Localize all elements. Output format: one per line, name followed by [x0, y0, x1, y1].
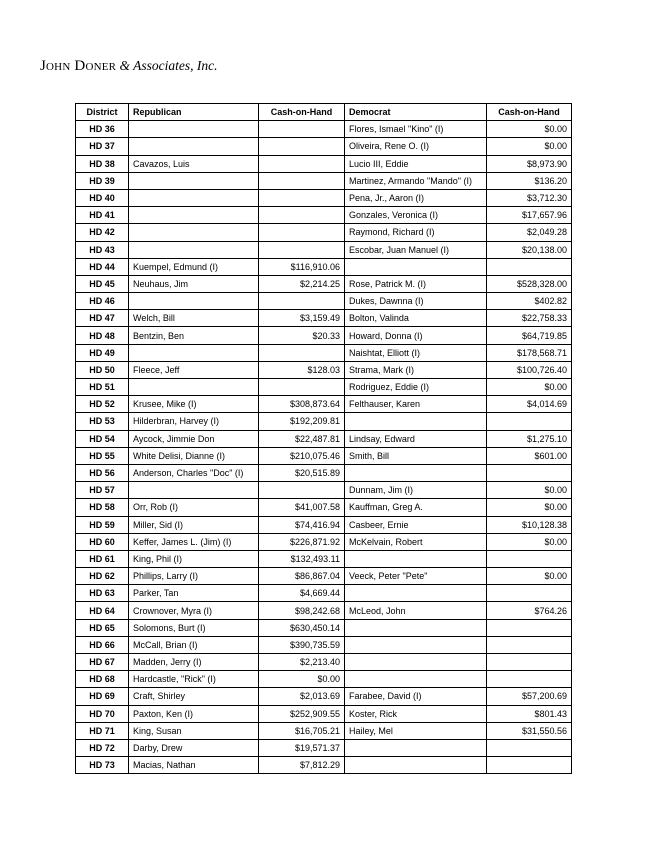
district-cell: HD 65	[76, 619, 129, 636]
table-row	[76, 671, 572, 688]
table-row	[76, 241, 572, 258]
democrat-cash-cell: $10,128.38	[487, 516, 572, 533]
district-cell: HD 38	[76, 155, 129, 172]
republican-cash-cell	[259, 224, 345, 241]
district-cell: HD 49	[76, 344, 129, 361]
democrat-cash-cell	[487, 671, 572, 688]
table-row	[76, 619, 572, 636]
republican-cell: Hardcastle, "Rick" (I)	[129, 671, 259, 688]
democrat-cash-cell	[487, 757, 572, 774]
district-cell: HD 39	[76, 172, 129, 189]
table-row	[76, 550, 572, 567]
republican-cell: Solomons, Burt (I)	[129, 619, 259, 636]
district-cell: HD 37	[76, 138, 129, 155]
republican-cash-cell: $192,209.81	[259, 413, 345, 430]
democrat-cell: Gonzales, Veronica (I)	[345, 207, 487, 224]
republican-cash-cell: $22,487.81	[259, 430, 345, 447]
republican-cell	[129, 207, 259, 224]
democrat-cash-cell	[487, 258, 572, 275]
republican-cell	[129, 379, 259, 396]
table-row	[76, 327, 572, 344]
district-cell: HD 52	[76, 396, 129, 413]
republican-cash-cell	[259, 293, 345, 310]
header-democrat: Democrat	[345, 104, 487, 121]
district-cell: HD 70	[76, 705, 129, 722]
republican-cell: Madden, Jerry (I)	[129, 654, 259, 671]
republican-cash-cell: $19,571.37	[259, 739, 345, 756]
democrat-cell: Naishtat, Elliott (I)	[345, 344, 487, 361]
republican-cell: Macias, Nathan	[129, 757, 259, 774]
table-row	[76, 275, 572, 292]
table-row	[76, 705, 572, 722]
democrat-cash-cell: $528,328.00	[487, 275, 572, 292]
democrat-cash-cell	[487, 654, 572, 671]
democrat-cell	[345, 585, 487, 602]
district-cell: HD 66	[76, 636, 129, 653]
democrat-cell: McKelvain, Robert	[345, 533, 487, 550]
democrat-cell	[345, 413, 487, 430]
republican-cell: Hilderbran, Harvey (I)	[129, 413, 259, 430]
democrat-cell: Pena, Jr., Aaron (I)	[345, 189, 487, 206]
table-row	[76, 155, 572, 172]
republican-cash-cell: $226,871.92	[259, 533, 345, 550]
democrat-cash-cell: $3,712.30	[487, 189, 572, 206]
democrat-cash-cell	[487, 550, 572, 567]
republican-cash-cell	[259, 482, 345, 499]
democrat-cell: Dukes, Dawnna (I)	[345, 293, 487, 310]
republican-cash-cell: $0.00	[259, 671, 345, 688]
table-row	[76, 447, 572, 464]
democrat-cash-cell: $0.00	[487, 121, 572, 138]
republican-cell	[129, 172, 259, 189]
republican-cash-cell: $210,075.46	[259, 447, 345, 464]
district-cell: HD 67	[76, 654, 129, 671]
table-row	[76, 361, 572, 378]
header-democrat-cash: Cash-on-Hand	[487, 104, 572, 121]
democrat-cell: Rodriguez, Eddie (I)	[345, 379, 487, 396]
table-row	[76, 482, 572, 499]
district-cell: HD 57	[76, 482, 129, 499]
table-row	[76, 258, 572, 275]
democrat-cash-cell	[487, 413, 572, 430]
republican-cash-cell	[259, 189, 345, 206]
republican-cash-cell	[259, 379, 345, 396]
cash-on-hand-table	[75, 103, 572, 774]
democrat-cash-cell: $22,758.33	[487, 310, 572, 327]
democrat-cash-cell: $601.00	[487, 447, 572, 464]
republican-cell: Darby, Drew	[129, 739, 259, 756]
republican-cell: Phillips, Larry (I)	[129, 568, 259, 585]
table-row	[76, 739, 572, 756]
table-row	[76, 516, 572, 533]
republican-cell	[129, 293, 259, 310]
republican-cell	[129, 344, 259, 361]
democrat-cell: Koster, Rick	[345, 705, 487, 722]
republican-cash-cell: $308,873.64	[259, 396, 345, 413]
republican-cash-cell: $86,867.04	[259, 568, 345, 585]
democrat-cash-cell: $801.43	[487, 705, 572, 722]
district-cell: HD 55	[76, 447, 129, 464]
table-row	[76, 602, 572, 619]
table-row	[76, 636, 572, 653]
republican-cash-cell: $74,416.94	[259, 516, 345, 533]
republican-cash-cell	[259, 344, 345, 361]
republican-cell: King, Susan	[129, 722, 259, 739]
republican-cash-cell	[259, 155, 345, 172]
republican-cell: Miller, Sid (I)	[129, 516, 259, 533]
democrat-cash-cell: $0.00	[487, 499, 572, 516]
republican-cash-cell	[259, 121, 345, 138]
table-row	[76, 722, 572, 739]
district-cell: HD 47	[76, 310, 129, 327]
republican-cash-cell: $7,812.29	[259, 757, 345, 774]
democrat-cash-cell	[487, 739, 572, 756]
democrat-cash-cell: $0.00	[487, 379, 572, 396]
democrat-cell: Flores, Ismael "Kino" (I)	[345, 121, 487, 138]
republican-cash-cell: $128.03	[259, 361, 345, 378]
democrat-cash-cell: $64,719.85	[487, 327, 572, 344]
democrat-cell	[345, 636, 487, 653]
district-cell: HD 69	[76, 688, 129, 705]
democrat-cell	[345, 258, 487, 275]
democrat-cell: Strama, Mark (I)	[345, 361, 487, 378]
district-cell: HD 45	[76, 275, 129, 292]
firm-suffix: & Associates, Inc.	[119, 58, 218, 73]
district-cell: HD 68	[76, 671, 129, 688]
republican-cell	[129, 482, 259, 499]
republican-cell: Orr, Rob (I)	[129, 499, 259, 516]
district-cell: HD 64	[76, 602, 129, 619]
democrat-cell: Dunnam, Jim (I)	[345, 482, 487, 499]
republican-cash-cell	[259, 172, 345, 189]
democrat-cash-cell	[487, 619, 572, 636]
democrat-cash-cell: $57,200.69	[487, 688, 572, 705]
republican-cell: Kuempel, Edmund (I)	[129, 258, 259, 275]
table-row	[76, 379, 572, 396]
democrat-cell: Lucio III, Eddie	[345, 155, 487, 172]
republican-cash-cell: $20,515.89	[259, 464, 345, 481]
republican-cell: Krusee, Mike (I)	[129, 396, 259, 413]
district-cell: HD 53	[76, 413, 129, 430]
democrat-cash-cell: $402.82	[487, 293, 572, 310]
district-cell: HD 54	[76, 430, 129, 447]
republican-cash-cell: $2,214.25	[259, 275, 345, 292]
democrat-cell: Smith, Bill	[345, 447, 487, 464]
democrat-cash-cell: $0.00	[487, 138, 572, 155]
republican-cell: Aycock, Jimmie Don	[129, 430, 259, 447]
table-row	[76, 189, 572, 206]
table-body	[76, 121, 572, 774]
republican-cell: Paxton, Ken (I)	[129, 705, 259, 722]
republican-cell: Bentzin, Ben	[129, 327, 259, 344]
democrat-cell: Lindsay, Edward	[345, 430, 487, 447]
district-cell: HD 48	[76, 327, 129, 344]
district-cell: HD 59	[76, 516, 129, 533]
table-row	[76, 499, 572, 516]
republican-cell: Fleece, Jeff	[129, 361, 259, 378]
table-row	[76, 121, 572, 138]
header-republican-cash: Cash-on-Hand	[259, 104, 345, 121]
republican-cash-cell: $116,910.06	[259, 258, 345, 275]
republican-cell: Crownover, Myra (I)	[129, 602, 259, 619]
republican-cash-cell	[259, 138, 345, 155]
table-row	[76, 654, 572, 671]
table-row	[76, 138, 572, 155]
republican-cash-cell: $630,450.14	[259, 619, 345, 636]
republican-cell	[129, 241, 259, 258]
district-cell: HD 41	[76, 207, 129, 224]
table-row	[76, 207, 572, 224]
republican-cash-cell: $2,213.40	[259, 654, 345, 671]
democrat-cash-cell: $17,657.96	[487, 207, 572, 224]
republican-cell: McCall, Brian (I)	[129, 636, 259, 653]
district-cell: HD 50	[76, 361, 129, 378]
header-district: District	[76, 104, 129, 121]
table-row	[76, 310, 572, 327]
democrat-cell: Escobar, Juan Manuel (I)	[345, 241, 487, 258]
district-cell: HD 58	[76, 499, 129, 516]
democrat-cell: Farabee, David (I)	[345, 688, 487, 705]
democrat-cash-cell	[487, 464, 572, 481]
democrat-cash-cell: $0.00	[487, 533, 572, 550]
republican-cell	[129, 121, 259, 138]
democrat-cash-cell	[487, 636, 572, 653]
district-cell: HD 42	[76, 224, 129, 241]
republican-cash-cell: $41,007.58	[259, 499, 345, 516]
district-cell: HD 62	[76, 568, 129, 585]
democrat-cash-cell: $31,550.56	[487, 722, 572, 739]
republican-cell: Craft, Shirley	[129, 688, 259, 705]
democrat-cell	[345, 619, 487, 636]
democrat-cell	[345, 550, 487, 567]
democrat-cash-cell: $8,973.90	[487, 155, 572, 172]
republican-cell	[129, 189, 259, 206]
district-cell: HD 36	[76, 121, 129, 138]
republican-cash-cell	[259, 207, 345, 224]
republican-cash-cell: $20.33	[259, 327, 345, 344]
republican-cell: Neuhaus, Jim	[129, 275, 259, 292]
district-cell: HD 44	[76, 258, 129, 275]
democrat-cash-cell: $4,014.69	[487, 396, 572, 413]
republican-cash-cell: $4,669.44	[259, 585, 345, 602]
republican-cell: Parker, Tan	[129, 585, 259, 602]
district-cell: HD 73	[76, 757, 129, 774]
district-cell: HD 46	[76, 293, 129, 310]
table-row	[76, 757, 572, 774]
table-row	[76, 688, 572, 705]
democrat-cash-cell: $100,726.40	[487, 361, 572, 378]
republican-cash-cell: $3,159.49	[259, 310, 345, 327]
democrat-cash-cell	[487, 585, 572, 602]
district-cell: HD 72	[76, 739, 129, 756]
table-row	[76, 464, 572, 481]
democrat-cell: McLeod, John	[345, 602, 487, 619]
democrat-cell: Raymond, Richard (I)	[345, 224, 487, 241]
democrat-cell: Kauffman, Greg A.	[345, 499, 487, 516]
democrat-cash-cell: $178,568.71	[487, 344, 572, 361]
democrat-cell: Martinez, Armando "Mando" (I)	[345, 172, 487, 189]
table-row	[76, 430, 572, 447]
republican-cash-cell: $390,735.59	[259, 636, 345, 653]
district-cell: HD 43	[76, 241, 129, 258]
table-row	[76, 413, 572, 430]
democrat-cell	[345, 739, 487, 756]
district-cell: HD 71	[76, 722, 129, 739]
district-cell: HD 40	[76, 189, 129, 206]
democrat-cell	[345, 654, 487, 671]
democrat-cash-cell: $764.26	[487, 602, 572, 619]
table-row	[76, 533, 572, 550]
republican-cell: King, Phil (I)	[129, 550, 259, 567]
democrat-cell: Howard, Donna (I)	[345, 327, 487, 344]
district-cell: HD 60	[76, 533, 129, 550]
district-cell: HD 61	[76, 550, 129, 567]
republican-cell: White Delisi, Dianne (I)	[129, 447, 259, 464]
republican-cell	[129, 224, 259, 241]
table-row	[76, 224, 572, 241]
republican-cash-cell: $132,493.11	[259, 550, 345, 567]
democrat-cell	[345, 671, 487, 688]
table-row	[76, 396, 572, 413]
democrat-cash-cell: $136.20	[487, 172, 572, 189]
democrat-cash-cell: $0.00	[487, 482, 572, 499]
democrat-cash-cell: $2,049.28	[487, 224, 572, 241]
democrat-cash-cell: $0.00	[487, 568, 572, 585]
table-row	[76, 568, 572, 585]
democrat-cell	[345, 757, 487, 774]
democrat-cash-cell: $1,275.10	[487, 430, 572, 447]
republican-cash-cell: $16,705.21	[259, 722, 345, 739]
republican-cell	[129, 138, 259, 155]
republican-cell: Anderson, Charles "Doc" (I)	[129, 464, 259, 481]
democrat-cell: Bolton, Valinda	[345, 310, 487, 327]
democrat-cell: Rose, Patrick M. (I)	[345, 275, 487, 292]
republican-cash-cell: $2,013.69	[259, 688, 345, 705]
republican-cell: Welch, Bill	[129, 310, 259, 327]
district-cell: HD 51	[76, 379, 129, 396]
republican-cash-cell: $252,909.55	[259, 705, 345, 722]
republican-cell: Cavazos, Luis	[129, 155, 259, 172]
democrat-cell: Hailey, Mel	[345, 722, 487, 739]
republican-cell: Keffer, James L. (Jim) (I)	[129, 533, 259, 550]
district-cell: HD 63	[76, 585, 129, 602]
democrat-cell: Felthauser, Karen	[345, 396, 487, 413]
table-row	[76, 585, 572, 602]
table-row	[76, 172, 572, 189]
democrat-cell: Oliveira, Rene O. (I)	[345, 138, 487, 155]
header-republican: Republican	[129, 104, 259, 121]
table-header-row	[76, 104, 572, 121]
table-row	[76, 344, 572, 361]
democrat-cell: Casbeer, Ernie	[345, 516, 487, 533]
democrat-cell	[345, 464, 487, 481]
democrat-cash-cell: $20,138.00	[487, 241, 572, 258]
district-cell: HD 56	[76, 464, 129, 481]
democrat-cell: Veeck, Peter "Pete"	[345, 568, 487, 585]
republican-cash-cell: $98,242.68	[259, 602, 345, 619]
letterhead	[40, 58, 217, 75]
table-row	[76, 293, 572, 310]
republican-cash-cell	[259, 241, 345, 258]
firm-name: John Doner	[40, 58, 117, 74]
